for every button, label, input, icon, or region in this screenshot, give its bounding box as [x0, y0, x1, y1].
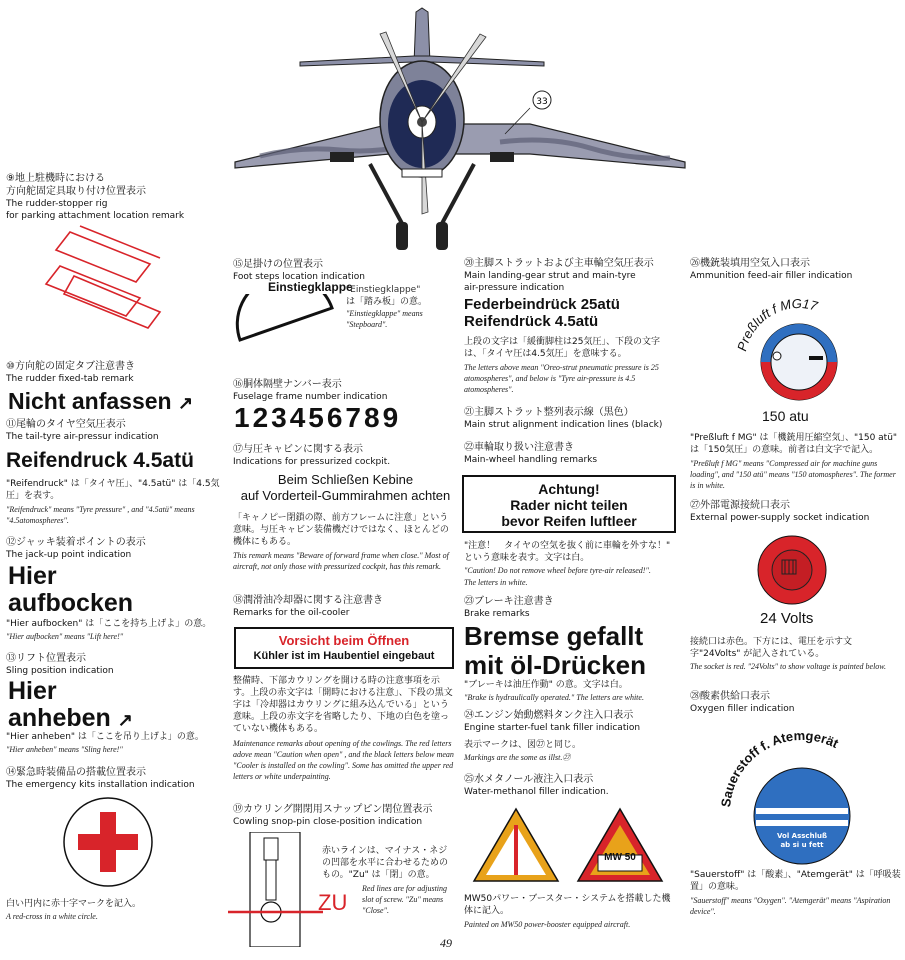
item-26: [690, 257, 902, 282]
item-25-desc-en: Painted on MW50 power-booster equipped aircraft.: [464, 920, 631, 929]
item-19-title-en: Cowling snop-pin close-position indication: [233, 817, 423, 827]
item-10-title-jp: ⑩方向舵の固定タブ注意書き: [6, 361, 135, 372]
item-9: [6, 172, 226, 222]
item-28-title-en: Oxygen filler indication: [690, 704, 795, 714]
item-20-marking: [464, 296, 620, 330]
item-16-marking: 123456789: [234, 402, 402, 433]
item-13-title-en: Sling position indication: [6, 666, 114, 676]
item-14-title-en: The emergency kits installation indication: [6, 780, 195, 790]
item-18-desc-en: Maintenance remarks about opening of the cowlings. The red letters adove mean "Caution when open" , and the black letters below mean "Cooler is installed on the cowling". Some has omitted the upper red letters or white underpainting.: [233, 739, 454, 781]
item-18: [233, 594, 453, 619]
mw50-triangle-badge-icon: [574, 805, 666, 885]
item-23: [464, 595, 684, 620]
item-18-title-en: Remarks for the oil-cooler: [233, 608, 350, 618]
item-22: [464, 441, 684, 466]
item-14-title-jp: ⑭緊急時装備品の搭載位置表示: [6, 767, 146, 778]
item-20-title-en: Main landing-gear strut and main-tyre: [464, 271, 636, 281]
callout-33: 33: [536, 97, 548, 107]
item-15-title-en: Foot steps location indication: [233, 272, 365, 282]
item-23-desc-en: "Brake is hydraulically operated." The letters are white.: [464, 693, 644, 702]
item-27-title-en: External power-supply socket indication: [690, 513, 870, 523]
item-19-title-jp: ⑲カウリング開閉用スナップピン閉位置表示: [233, 804, 433, 815]
mw50-triangle-plain-icon: [470, 805, 562, 885]
item-17-marking-line1: Beim Schließen Kebine: [277, 472, 414, 487]
item-28-inner-text2: ab si u fett: [780, 841, 824, 849]
item-22-desc-jp: "注意！ タイヤの空気を抜く前に車輪を外すな！" という意味を表す。文字は白。: [464, 541, 671, 563]
item-27-desc-jp: 接続口は赤色。下方には、電圧を示す文字"24Volts" が記入されている。: [690, 637, 853, 659]
item-21-title-jp: ㉑主脚ストラット整列表示線（黒色）: [464, 407, 634, 418]
item-22-desc-en1: "Caution! Do not remove wheel before tyre-air released!".: [464, 566, 651, 575]
item-15-desc-jp: は「踏み板」の意。: [346, 297, 428, 307]
item-9-title-jp2: 方向舵固定具取り付け位置表示: [6, 186, 146, 197]
item-11-title-jp: ⑪尾輪のタイヤ空気圧表示: [6, 419, 126, 430]
foot-step-semicircle: [232, 294, 352, 374]
item-20-desc-jp: 上段の文字は「緩衝脚柱は25気圧」、下段の文字は、「タイヤ圧は4.5気圧」を意味する。: [464, 337, 660, 359]
item-20-desc-en: The letters above mean "Oreo-strut pneumatic pressure is 25 atomospheres", and below is "Tyre air-pressure is 4.5 atomospheres".: [464, 363, 659, 394]
item-25: [464, 773, 684, 798]
item-13-desc-jp: "Hier anheben" は「ここを吊り上げよ」の意。: [6, 732, 204, 742]
arrow-up-right-icon: ↗: [117, 710, 133, 730]
item-12-marking: [8, 563, 133, 617]
item-26-title-jp: ㉖機銃装填用空気入口表示: [690, 258, 810, 269]
snap-pin-diagram: [228, 832, 323, 947]
item-15-desc: [346, 284, 446, 330]
reifendruck-text: Reifendrück 4.5atü: [464, 313, 599, 330]
item-15-desc-en: "Einstiegklappe" means "Stepboard".: [346, 309, 423, 329]
item-11-desc-en: "Reifendruck" means "Tyre pressure" , and "4.5atü" means "4.5atomospheres".: [6, 505, 195, 525]
federbeindruck-text: Federbeindrück 25atü: [464, 296, 620, 313]
wheel-handling-placard: [462, 475, 676, 533]
aircraft-front-view: [230, 4, 690, 254]
item-21-title-en: Main strut alignment indication lines (black): [464, 420, 663, 430]
anheben-text: anheben: [8, 704, 111, 732]
item-19: [233, 803, 458, 828]
item-17-title-en: Indications for pressurized cockpit.: [233, 457, 391, 467]
item-13-desc-en: "Hier anheben" means "Sling here!": [6, 745, 123, 754]
item-28-title-jp: ㉘酸素供給口表示: [690, 691, 770, 702]
item-20: [464, 257, 684, 294]
item-26-arc-text: Preßluft f MG17: [734, 295, 820, 353]
item-18-marking-red: Vorsicht beim Öffnen: [278, 633, 410, 648]
item-18-marking-black: Kühler ist im Haubentiel eingebaut: [253, 650, 435, 662]
item-14-desc-jp: 白い円内に赤十字マークを記入。: [6, 899, 142, 909]
mit-ol-text: mit öl-Drücken: [464, 650, 647, 680]
item-26-title-en: Ammunition feed-air filler indication: [690, 271, 853, 281]
item-18-desc-jp: 整備時、下部カウリングを開ける時の注意事項を示す。上段の赤文字は「開時における注意」、下段の黒文字は「冷却器はカウリングに組み込んでいる」という意味。上段の赤文字を省略したり、下地の白色を塗っていない機体もある。: [233, 676, 453, 734]
item-25-desc-jp: MW50パワー・ブースター・システムを搭載した機体に記入。: [464, 894, 671, 916]
item-10: [6, 360, 226, 385]
item-23-desc-jp: "ブレーキは油圧作動" の意。文字は白。: [464, 680, 628, 690]
item-16-title-en: Fuselage frame number indication: [233, 392, 388, 402]
power-socket-icon: [754, 532, 830, 608]
bevor-text: bevor Reifen luftleer: [501, 513, 637, 529]
item-9-title-en2: for parking attachment location remark: [6, 211, 185, 221]
rader-text: Rader nicht teilen: [510, 497, 628, 513]
mw50-badge: MW 50: [604, 852, 636, 863]
oxygen-filler-marking: [716, 716, 886, 866]
oil-cooler-placard: [234, 627, 454, 669]
item-17-desc-jp: 「キャノピー閉鎖の際、前方フレームに注意」という意味。与圧キャビン装備機だけではなく、ほとんどの機体にもある。: [233, 513, 449, 547]
item-12: [6, 536, 226, 561]
item-18-title-jp: ⑱潤滑油冷却器に関する注意書き: [233, 595, 383, 606]
page-number: 49: [440, 936, 452, 950]
red-cross-icon: [62, 796, 154, 888]
item-28-inner-text1: Vol Asschluß: [777, 832, 827, 840]
item-9-title-en: The rudder-stopper rig: [6, 199, 108, 209]
item-10-marking: [8, 388, 193, 416]
item-19-marking: ZU: [318, 890, 348, 915]
item-20-title-en2: air-pressure indication: [464, 283, 565, 293]
item-13: [6, 652, 226, 677]
item-28-desc-jp: "Sauerstoff" は「酸素」、"Atemgerät" は「呼吸装置」の意味。: [690, 870, 901, 892]
arrow-up-right-icon: ↗: [178, 393, 194, 413]
item-21: [464, 406, 684, 431]
item-28-desc-en: "Sauerstoff" means "Oxygen". "Atemgerät" means "Aspiration device".: [690, 896, 891, 916]
item-23-marking: [464, 622, 646, 680]
item-17: [233, 443, 453, 468]
item-23-title-en: Brake remarks: [464, 609, 530, 619]
item-26-desc-en: "Preßluft f MG" means "Compressed air for machine guns loading", and "150 atü" means "150 atomospheres". The former is in white.: [690, 459, 896, 490]
bremse-text: Bremse gefallt: [464, 621, 644, 651]
item-24-title-jp: ㉔エンジン始動燃料タンク注入口表示: [464, 710, 634, 721]
air-filler-marking: [727, 282, 867, 407]
item-27: [690, 499, 902, 524]
item-19-desc-jp: 赤いラインは、マイナス・ネジの凹部を水平に合わせるためのもの。"Zu" は「閉」の意。: [322, 846, 449, 880]
item-28: [690, 690, 902, 715]
item-12-title-en: The jack-up point indication: [6, 550, 132, 560]
item-24: [464, 709, 684, 734]
item-20-title-jp: ⑳主脚ストラットおよび主車輪空気圧表示: [464, 258, 654, 269]
item-11-desc-jp: "Reifendruck" は「タイヤ圧」、"4.5atü" は「4.5気圧」を表す。: [6, 479, 220, 501]
item-25-title-jp: ㉕水メタノール液注入口表示: [464, 774, 594, 785]
item-22-title-jp: ㉒車輪取り扱い注意書き: [464, 442, 574, 453]
item-9-title-jp: ⑨地上駐機時における: [6, 173, 105, 184]
item-13-title-jp: ⑬リフト位置表示: [6, 653, 86, 664]
item-25-title-en: Water-methanol filler indication.: [464, 787, 609, 797]
item-11-title-en: The tail-tyre air-pressur indication: [6, 432, 159, 442]
item-13-marking: [8, 678, 133, 734]
item-23-title-jp: ㉓ブレーキ注意書き: [464, 596, 554, 607]
item-28-arc-text: Sauerstoff f. Atemgerät: [718, 727, 842, 808]
hier-text-2: Hier: [8, 677, 57, 705]
item-26-bottom-text: 150 atu: [762, 408, 809, 424]
item-17-title-jp: ⑰与圧キャビンに関する表示: [233, 444, 363, 455]
item-11: [6, 418, 226, 443]
item-16-title-jp: ⑯胴体隔壁ナンバー表示: [233, 379, 342, 390]
item-24-title-en: Engine starter-fuel tank filler indication: [464, 723, 641, 733]
item-24-desc-en: Markings are the some as illst.㉗: [464, 753, 571, 762]
item-22-desc-en2: The letters in white.: [464, 578, 528, 587]
item-24-desc-jp: 表示マークは、図㉗と同じ。: [464, 740, 582, 750]
item-22-title-en: Main-wheel handling remarks: [464, 455, 598, 465]
aufbocken-text: aufbocken: [8, 589, 134, 617]
item-10-title-en: The rudder fixed-tab remark: [6, 374, 134, 384]
item-27-desc-en: The socket is red. "24Volts" to show voltage is painted below.: [690, 662, 887, 671]
item-27-title-jp: ㉗外部電源接続口表示: [690, 500, 790, 511]
item-12-title-jp: ⑫ジャッキ装着ポイントの表示: [6, 537, 146, 548]
item-15-title-jp: ⑮足掛けの位置表示: [233, 259, 323, 270]
item-11-marking: Reifendruck 4.5atü: [6, 449, 194, 472]
item-17-marking-line2: auf Vorderteil-Gummirahmen achten: [240, 488, 451, 503]
item-15-marking: Einstiegklappe: [268, 280, 353, 294]
item-17-marking: [233, 472, 458, 504]
item-27-bottom-text: 24 Volts: [760, 610, 814, 627]
item-12-desc-jp: "Hier aufbocken" は「ここを持ち上げよ」の意。: [6, 619, 212, 629]
item-16: [233, 378, 453, 403]
item-12-desc-en: "Hier aufbocken" means "Lift here!": [6, 632, 124, 641]
item-15-desc-label: "Einstiegklappe": [346, 285, 421, 295]
item-26-desc-jp: "Preßluft f MG" は「機銃用圧縮空気」、"150 atü" は「150気圧」の意味。前者は白文字で記入。: [690, 433, 898, 455]
hier-text: Hier: [8, 562, 57, 590]
rudder-stopper-diagram: [40, 222, 180, 337]
item-19-desc-en: Red lines are for adjusting slot of screw. "Zu" means "Close".: [362, 884, 448, 915]
item-14: [6, 766, 226, 791]
achtung-text: Achtung!: [538, 481, 600, 497]
item-17-desc-en: This remark means "Beware of forward frame when close." Most of aircraft, not only those with pressurized cockpit, has this remark.: [233, 551, 449, 571]
nicht-anfassen-text: Nicht anfassen: [8, 388, 172, 414]
item-14-desc-en: A red-cross in a white circle.: [6, 912, 98, 921]
